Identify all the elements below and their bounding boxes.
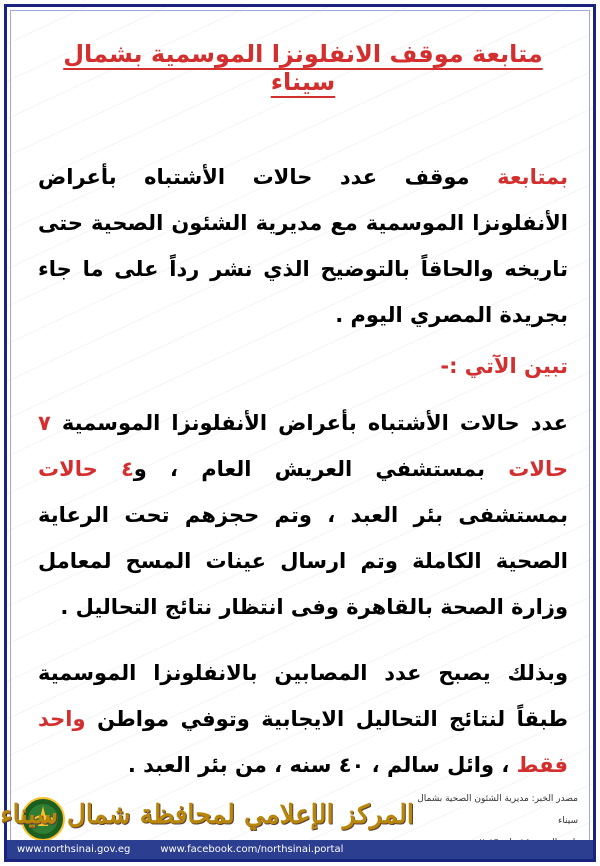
finding-paragraph bbox=[38, 400, 568, 630]
conclusion-text-2: ، وائل سالم ، ٤٠ سنه ، من بئر العبد . bbox=[127, 753, 517, 777]
document-title: متابعة موقف الانفلونزا الموسمية بشمال سيناء bbox=[63, 40, 543, 96]
death-count-highlight: واحد فقط bbox=[38, 707, 568, 777]
section-heading: تبين الآتي :- bbox=[440, 354, 568, 378]
case-count-bir-al-abd: ٤ حالات bbox=[38, 457, 134, 481]
intro-lead-word: بمتابعة bbox=[497, 165, 568, 189]
finding-text-1: عدد حالات الأشتباه بأعراض الأنفلونزا الموسمية bbox=[50, 411, 568, 435]
intro-paragraph bbox=[38, 154, 568, 338]
facebook-link[interactable]: www.facebook.com/northsinai.portal bbox=[160, 844, 344, 855]
case-count-arish: ٧ حالات bbox=[38, 411, 568, 481]
conclusion-text-1: وبذلك يصبح عدد المصابين بالانفلونزا الموسمية طبقاً لنتائج التحاليل الايجابية وتوفي مواطن bbox=[38, 661, 568, 731]
website-link[interactable]: www.northsinai.gov.eg bbox=[17, 844, 131, 855]
document-body bbox=[38, 40, 568, 788]
finding-text-3: بمستشفى بئر العبد ، وتم حجزهم تحت الرعاية الصحية الكاملة وتم ارسال عينات المسح لمعامل وزارة الصحة بالقاهرة وفى انتظار نتائج التحاليل . bbox=[38, 503, 568, 619]
footer-bar bbox=[7, 840, 593, 859]
conclusion-paragraph bbox=[38, 650, 568, 788]
intro-text: موقف عدد حالات الأشتباه بأعراض الأنفلونزا الموسمية مع مديرية الشئون الصحية حتى تاريخه والحاقاً بالتوضيح الذي نشر رداً على ما جاء بجريدة المصري اليوم . bbox=[38, 165, 568, 327]
news-source: مصدر الخبر: مديرية الشئون الصحية بشمال سيناء bbox=[417, 794, 578, 826]
media-center-banner: المركز الإعلامي لمحافظة شمال سيناء bbox=[0, 800, 414, 830]
finding-text-2: بمستشفي العريش العام ، و bbox=[133, 457, 509, 481]
